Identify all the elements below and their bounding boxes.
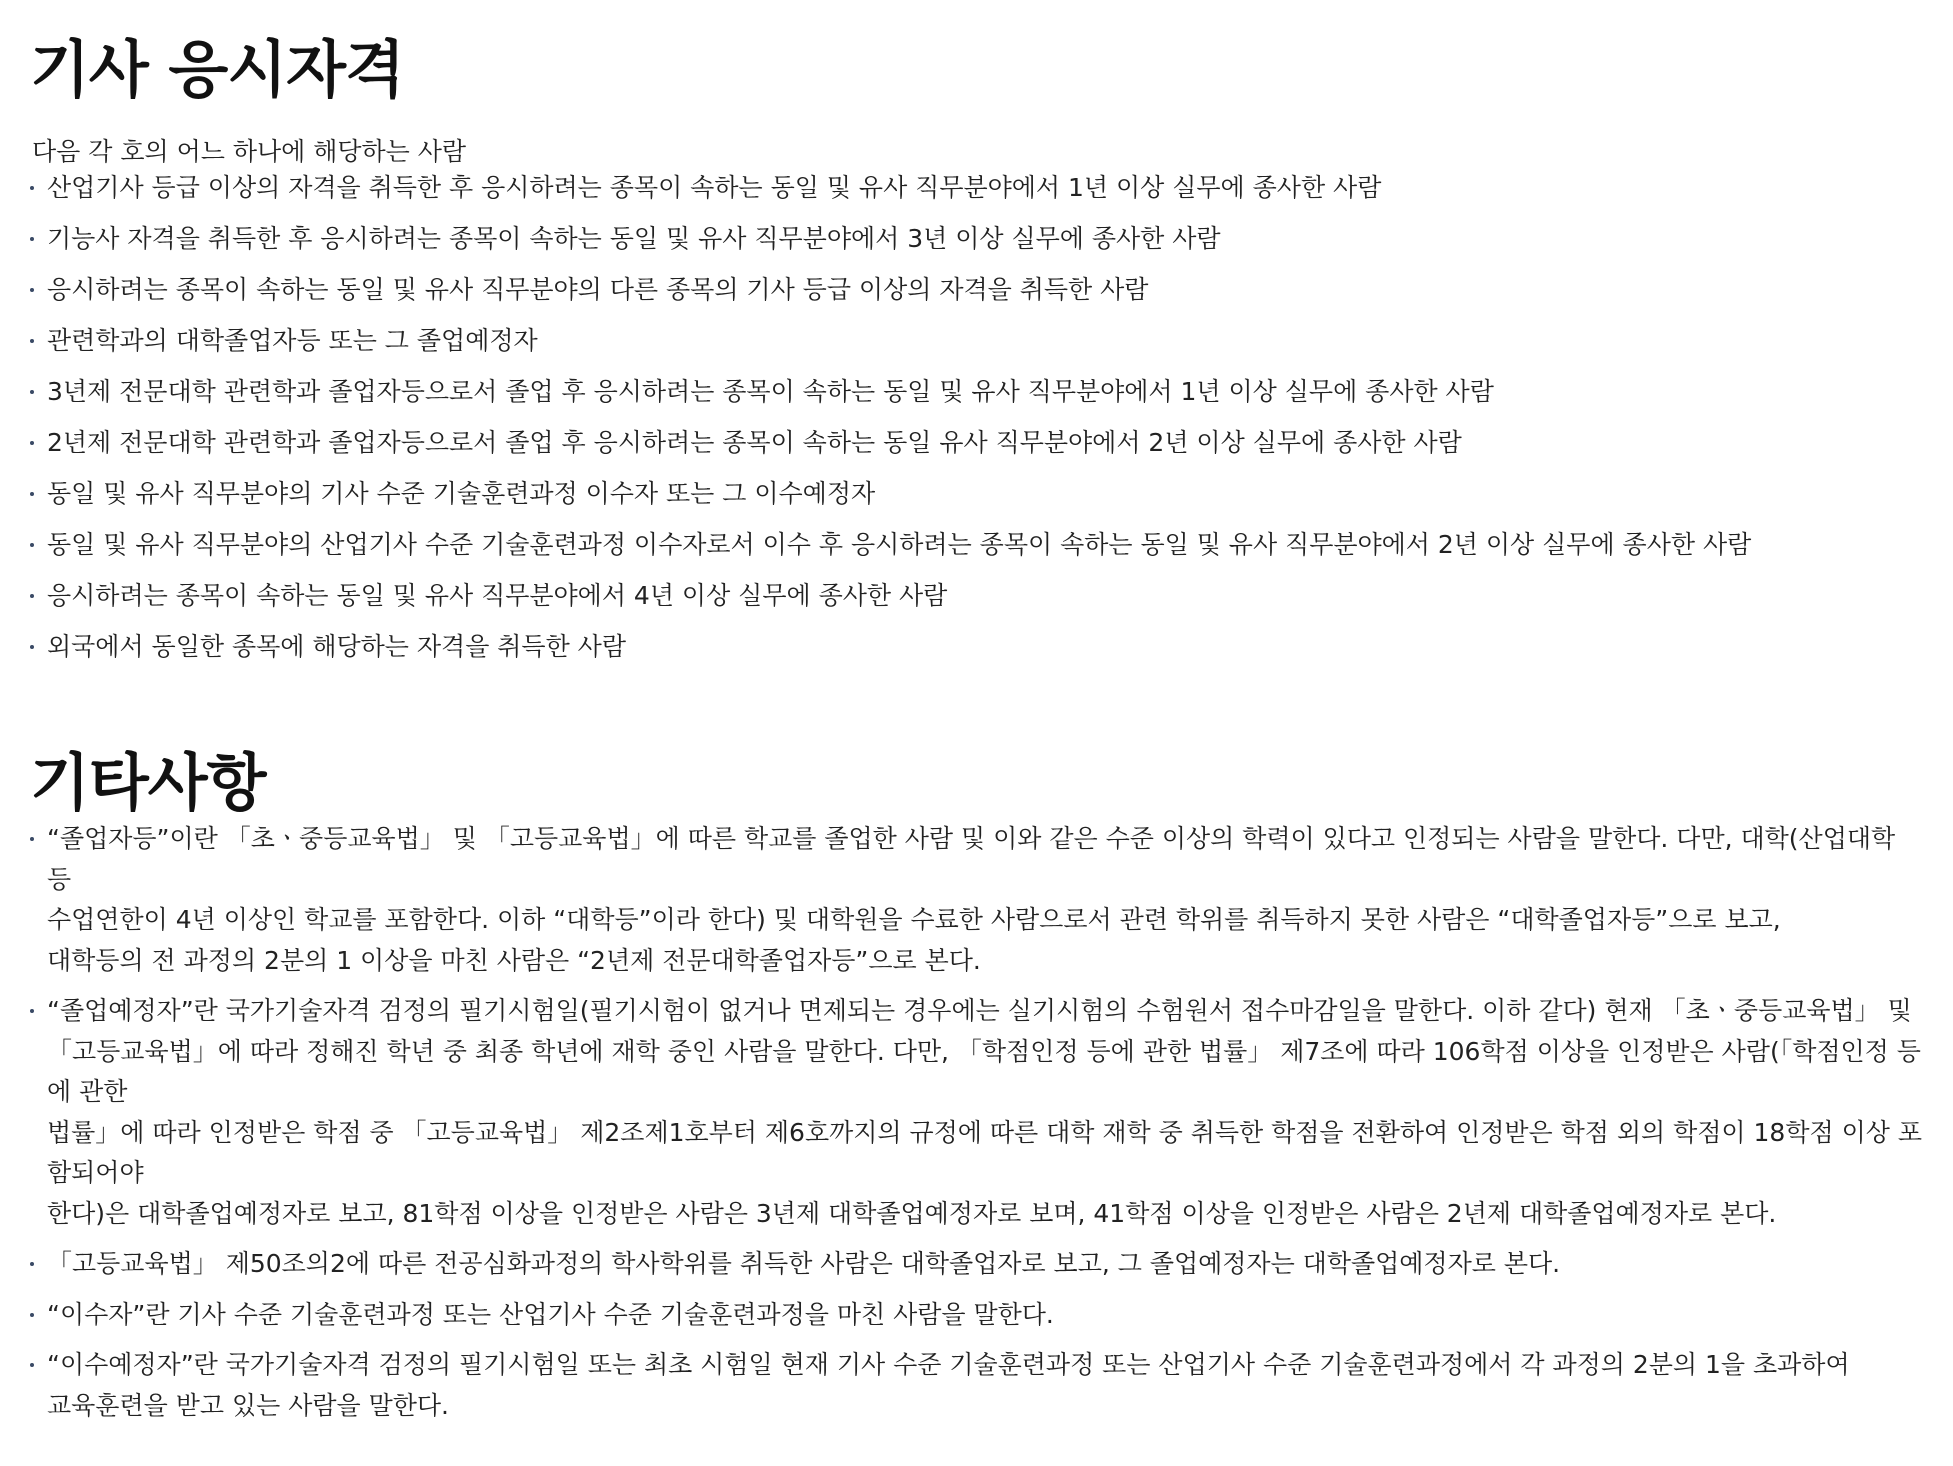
- list-item-line: “졸업예정자”란 국가기술자격 검정의 필기시험일(필기시험이 없거나 면제되는 경우에는 실기시험의 수험원서 접수마감일을 말한다. 이하 같다) 현재 「초ㆍ중등교육법」 및: [47, 996, 1912, 1025]
- list-item-line: “졸업자등”이란 「초ㆍ중등교육법」 및 「고등교육법」에 따른 학교를 졸업한 사람 및 이와 같은 수준 이상의 학력이 있다고 인정되는 사람을 말한다. 다만, 대학(산업대학 등: [47, 824, 1896, 894]
- list-item-line: 교육훈련을 받고 있는 사람을 말한다.: [47, 1390, 449, 1420]
- qualification-intro: 다음 각 호의 어느 하나에 해당하는 사람: [32, 137, 467, 166]
- list-item-text: 동일 및 유사 직무분야의 산업기사 수준 기술훈련과정 이수자로서 이수 후 응시하려는 종목이 속하는 동일 및 유사 직무분야에서 2년 이상 실무에 종사한 사람: [47, 530, 1752, 559]
- list-item-text: 기능사 자격을 취득한 후 응시하려는 종목이 속하는 동일 및 유사 직무분야에서 3년 이상 실무에 종사한 사람: [47, 224, 1221, 253]
- list-item: [30, 629, 1923, 665]
- bullet-icon: [30, 288, 34, 292]
- list-item-line: “이수자”란 기사 수준 기술훈련과정 또는 산업기사 수준 기술훈련과정을 마친 사람을 말한다.: [47, 1299, 1054, 1329]
- bullet-icon: [30, 645, 34, 649]
- list-item: [30, 221, 1923, 257]
- qualification-list: [30, 170, 1923, 665]
- list-item: [30, 170, 1923, 206]
- list-item-text: 응시하려는 종목이 속하는 동일 및 유사 직무분야에서 4년 이상 실무에 종사한 사람: [47, 581, 948, 610]
- list-item-text: 산업기사 등급 이상의 자격을 취득한 후 응시하려는 종목이 속하는 동일 및 유사 직무분야에서 1년 이상 실무에 종사한 사람: [47, 173, 1382, 202]
- qualification-section: [30, 34, 1923, 665]
- list-item: [30, 1244, 1923, 1285]
- list-item: [30, 425, 1923, 461]
- list-item-text: 응시하려는 종목이 속하는 동일 및 유사 직무분야의 다른 종목의 기사 등급 이상의 자격을 취득한 사람: [47, 275, 1149, 304]
- bullet-icon: [30, 543, 34, 547]
- etc-title: 기타사항: [30, 746, 266, 819]
- list-item-line: 「고등교육법」 제50조의2에 따른 전공심화과정의 학사학위를 취득한 사람은 대학졸업자로 보고, 그 졸업예정자는 대학졸업예정자로 본다.: [47, 1249, 1561, 1278]
- list-item: [30, 578, 1923, 614]
- list-item: [30, 527, 1923, 563]
- list-item-line: 법률」에 따라 인정받은 학점 중 「고등교육법」 제2조제1호부터 제6호까지의 규정에 따른 대학 재학 중 취득한 학점을 전환하여 인정받은 학점 외의 학점이 18학점 이상 포함되어야: [47, 1117, 1922, 1187]
- bullet-icon: [30, 339, 34, 343]
- list-item-text: 외국에서 동일한 종목에 해당하는 자격을 취득한 사람: [47, 632, 626, 661]
- list-item-text: 관련학과의 대학졸업자등 또는 그 졸업예정자: [47, 326, 538, 355]
- list-item-line: 수업연한이 4년 이상인 학교를 포함한다. 이하 “대학등”이라 한다) 및 대학원을 수료한 사람으로서 관련 학위를 취득하지 못한 사람은 “대학졸업자등”으로 보고,: [47, 905, 1781, 934]
- list-item-text: 동일 및 유사 직무분야의 기사 수준 기술훈련과정 이수자 또는 그 이수예정자: [47, 479, 876, 508]
- list-item-text: 3년제 전문대학 관련학과 졸업자등으로서 졸업 후 응시하려는 종목이 속하는 동일 및 유사 직무분야에서 1년 이상 실무에 종사한 사람: [47, 377, 1494, 406]
- list-item-line: 대학등의 전 과정의 2분의 1 이상을 마친 사람은 “2년제 전문대학졸업자등”으로 본다.: [47, 945, 981, 975]
- bullet-icon: [30, 1363, 34, 1367]
- list-item-line: 한다)은 대학졸업예정자로 보고, 81학점 이상을 인정받은 사람은 3년제 대학졸업예정자로 보며, 41학점 이상을 인정받은 사람은 2년제 대학졸업예정자로 본다.: [47, 1198, 1777, 1228]
- list-item: [30, 1345, 1923, 1426]
- list-item: [30, 272, 1923, 308]
- list-item: [30, 819, 1923, 981]
- bullet-icon: [30, 441, 34, 445]
- list-item-text: 2년제 전문대학 관련학과 졸업자등으로서 졸업 후 응시하려는 종목이 속하는 동일 유사 직무분야에서 2년 이상 실무에 종사한 사람: [47, 428, 1462, 457]
- bullet-icon: [30, 594, 34, 598]
- list-item-line: “이수예정자”란 국가기술자격 검정의 필기시험일 또는 최초 시험일 현재 기사 수준 기술훈련과정 또는 산업기사 수준 기술훈련과정에서 각 과정의 2분의 1을 초과하여: [47, 1350, 1850, 1379]
- list-item: [30, 323, 1923, 359]
- etc-section: [30, 747, 1923, 1426]
- bullet-icon: [30, 837, 34, 841]
- bullet-icon: [30, 492, 34, 496]
- bullet-icon: [30, 186, 34, 190]
- bullet-icon: [30, 390, 34, 394]
- etc-list: [30, 819, 1923, 1426]
- qualification-title: 기사 응시자격: [30, 33, 404, 106]
- list-item: [30, 1295, 1923, 1336]
- bullet-icon: [30, 1009, 34, 1013]
- list-item: [30, 476, 1923, 512]
- list-item: [30, 374, 1923, 410]
- bullet-icon: [30, 1313, 34, 1317]
- bullet-icon: [30, 1262, 34, 1266]
- bullet-icon: [30, 237, 34, 241]
- list-item: [30, 991, 1923, 1234]
- list-item-line: 「고등교육법」에 따라 정해진 학년 중 최종 학년에 재학 중인 사람을 말한다. 다만, 「학점인정 등에 관한 법률」 제7조에 따라 106학점 이상을 인정받은 사람(「학점인정 등에 관한: [47, 1036, 1921, 1106]
